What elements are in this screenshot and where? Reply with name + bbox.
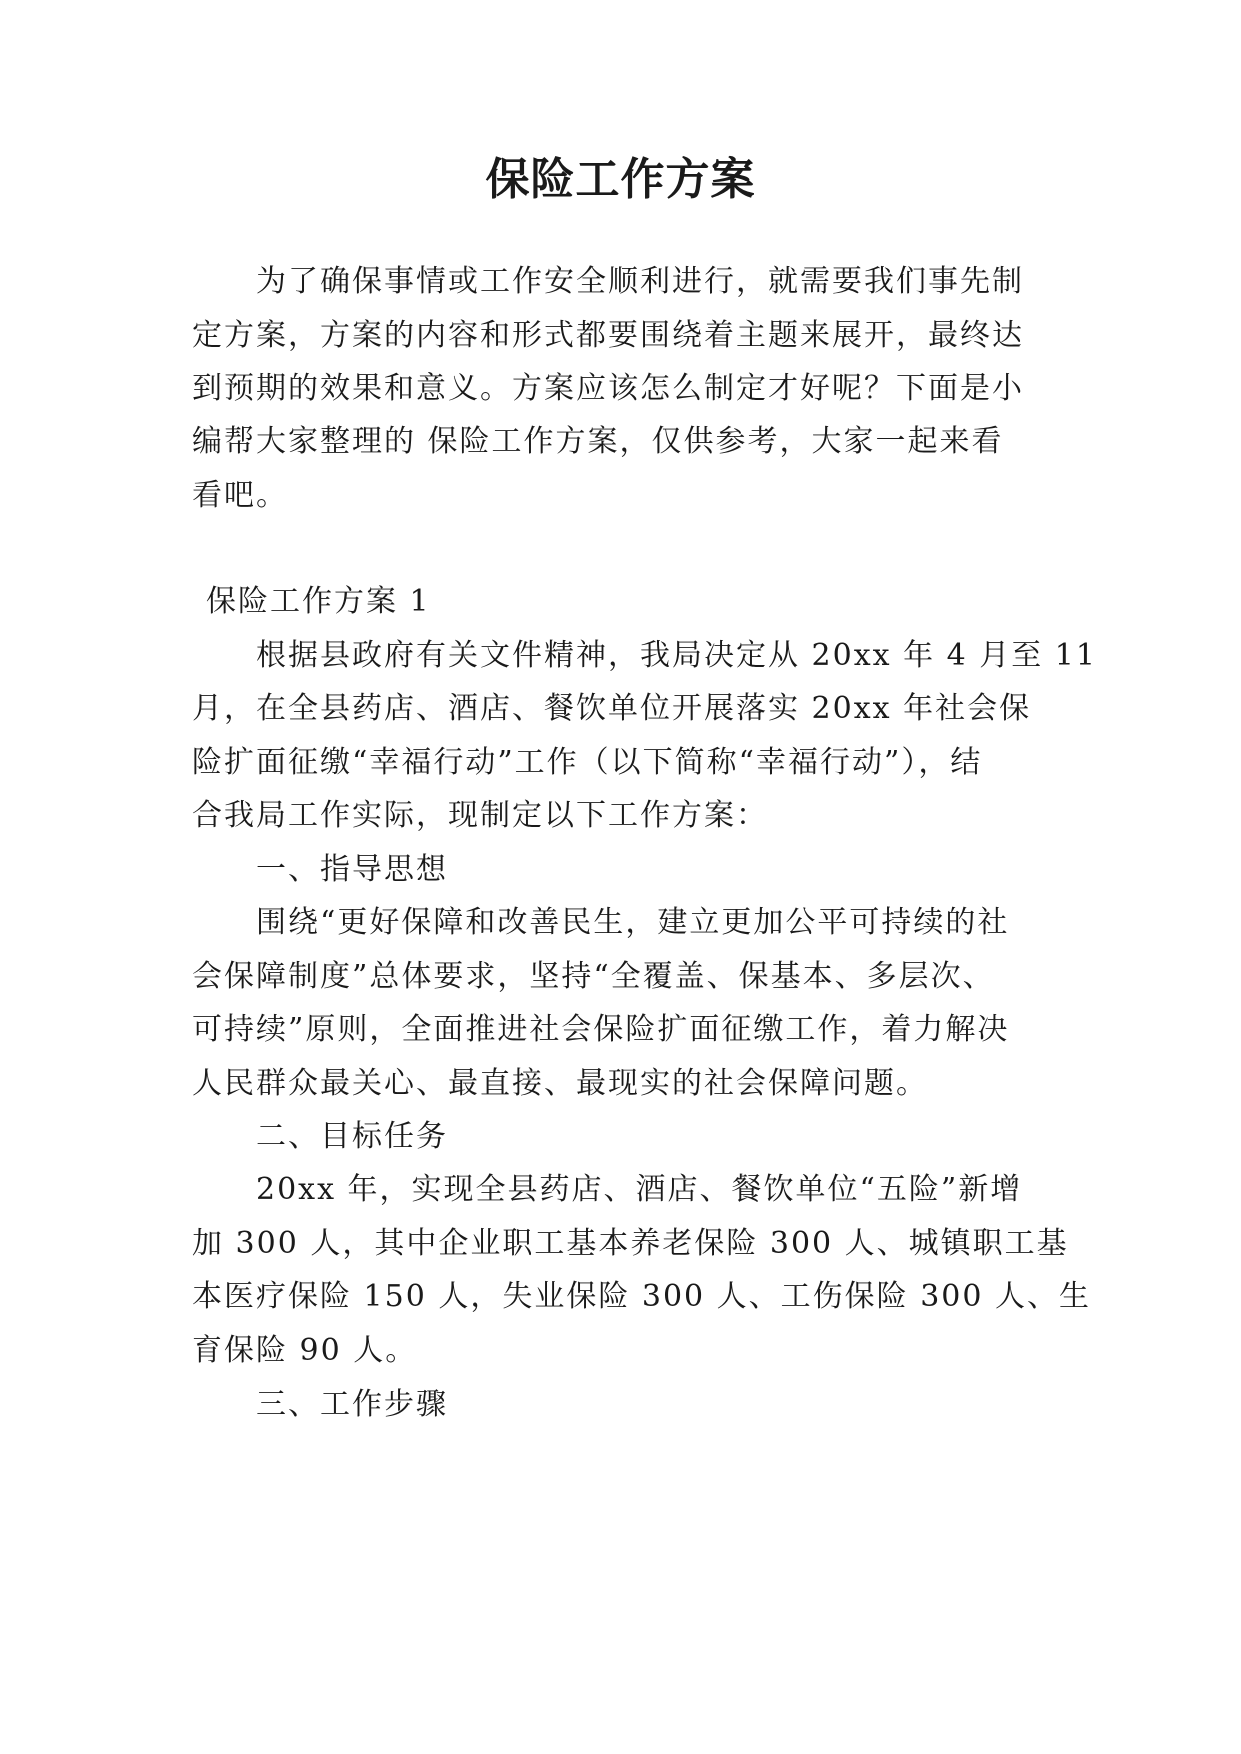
para1-line: 合我局工作实际，现制定以下工作方案： (192, 798, 768, 833)
para3-line: 20xx 年，实现全县药店、酒店、餐饮单位“五险”新增 (256, 1172, 1023, 1207)
para1-line: 月，在全县药店、酒店、餐饮单位开展落实 20xx 年社会保 (192, 691, 1032, 726)
intro-line: 定方案，方案的内容和形式都要围绕着主题来展开，最终达 (192, 318, 1024, 353)
intro-line: 编帮大家整理的 保险工作方案，仅供参考，大家一起来看 (192, 424, 1004, 459)
heading-targets: 二、目标任务 (256, 1119, 448, 1154)
para2-line: 围绕“更好保障和改善民生，建立更加公平可持续的社 (256, 905, 1010, 940)
intro-line: 看吧。 (192, 478, 288, 513)
heading-work-steps: 三、工作步骤 (256, 1387, 448, 1422)
para2-line: 可持续”原则，全面推进社会保险扩面征缴工作，着力解决 (192, 1012, 1010, 1047)
intro-line: 到预期的效果和意义。方案应该怎么制定才好呢？下面是小 (192, 371, 1024, 406)
para3-line: 育保险 90 人。 (192, 1333, 418, 1368)
heading-guiding-idea: 一、指导思想 (256, 852, 448, 887)
section-title: 保险工作方案 1 (206, 584, 431, 619)
para1-line: 根据县政府有关文件精神，我局决定从 20xx 年 4 月至 11 (256, 638, 1097, 673)
para3-line: 加 300 人，其中企业职工基本养老保险 300 人、城镇职工基 (192, 1226, 1069, 1261)
para2-line: 人民群众最关心、最直接、最现实的社会保障问题。 (192, 1066, 928, 1101)
para2-line: 会保障制度”总体要求，坚持“全覆盖、保基本、多层次、 (192, 959, 995, 994)
intro-line: 为了确保事情或工作安全顺利进行，就需要我们事先制 (256, 264, 1024, 299)
document-title: 保险工作方案 (485, 154, 756, 205)
para3-line: 本医疗保险 150 人，失业保险 300 人、工伤保险 300 人、生 (192, 1279, 1091, 1314)
para1-line: 险扩面征缴“幸福行动”工作（以下简称“幸福行动”），结 (192, 745, 983, 780)
